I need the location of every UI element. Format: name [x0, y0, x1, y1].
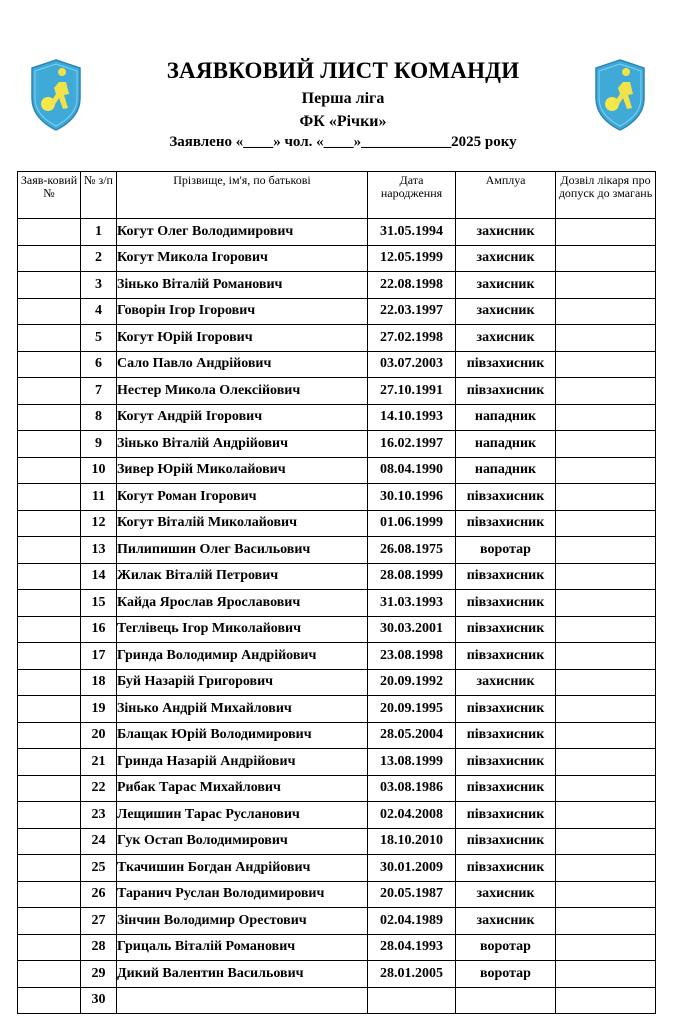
player-name-cell: Зінько Віталій Романович	[117, 272, 368, 299]
table-row	[18, 378, 656, 405]
player-name-cell: Буй Назарій Григорович	[117, 669, 368, 696]
row-number-cell: 13	[81, 537, 117, 564]
birth-date-cell: 14.10.1993	[368, 404, 456, 431]
doctor-permission-cell	[556, 749, 656, 776]
header-declared-number: Заяв-ковий №	[18, 172, 81, 219]
declared-number-cell	[18, 537, 81, 564]
doctor-permission-cell	[556, 378, 656, 405]
table-row	[18, 510, 656, 537]
player-name-cell: Нестер Микола Олексійович	[117, 378, 368, 405]
birth-date-cell: 18.10.2010	[368, 828, 456, 855]
player-name-cell: Зінько Віталій Андрійович	[117, 431, 368, 458]
row-number-cell: 23	[81, 802, 117, 829]
birth-date-cell: 27.02.1998	[368, 325, 456, 352]
player-name-cell: Рибак Тарас Михайлович	[117, 775, 368, 802]
row-number-cell: 29	[81, 961, 117, 988]
declared-number-cell	[18, 298, 81, 325]
doctor-permission-cell	[556, 590, 656, 617]
doctor-permission-cell	[556, 961, 656, 988]
row-number-cell: 15	[81, 590, 117, 617]
birth-date-cell	[368, 987, 456, 1014]
doctor-permission-cell	[556, 987, 656, 1014]
row-number-cell: 19	[81, 696, 117, 723]
player-name-cell: Сало Павло Андрійович	[117, 351, 368, 378]
row-number-cell: 7	[81, 378, 117, 405]
birth-date-cell: 20.05.1987	[368, 881, 456, 908]
player-name-cell: Когут Олег Володимирович	[117, 219, 368, 246]
declared-number-cell	[18, 908, 81, 935]
declared-number-cell	[18, 802, 81, 829]
birth-date-cell: 30.03.2001	[368, 616, 456, 643]
doctor-permission-cell	[556, 775, 656, 802]
table-row	[18, 351, 656, 378]
position-cell: захисник	[456, 272, 556, 299]
table-row	[18, 616, 656, 643]
position-cell: півзахисник	[456, 351, 556, 378]
player-name-cell: Пилипишин Олег Васильович	[117, 537, 368, 564]
table-row	[18, 643, 656, 670]
table-row	[18, 272, 656, 299]
doctor-permission-cell	[556, 431, 656, 458]
row-number-cell: 27	[81, 908, 117, 935]
row-number-cell: 22	[81, 775, 117, 802]
birth-date-cell: 31.03.1993	[368, 590, 456, 617]
position-cell: нападник	[456, 431, 556, 458]
birth-date-cell: 26.08.1975	[368, 537, 456, 564]
position-cell: нападник	[456, 457, 556, 484]
birth-date-cell: 03.08.1986	[368, 775, 456, 802]
player-name-cell: Когут Андрій Ігорович	[117, 404, 368, 431]
row-number-cell: 9	[81, 431, 117, 458]
birth-date-cell: 31.05.1994	[368, 219, 456, 246]
doctor-permission-cell	[556, 245, 656, 272]
player-name-cell: Зінчин Володимир Орестович	[117, 908, 368, 935]
doctor-permission-cell	[556, 510, 656, 537]
row-number-cell: 14	[81, 563, 117, 590]
doctor-permission-cell	[556, 934, 656, 961]
player-name-cell: Блащак Юрій Володимирович	[117, 722, 368, 749]
player-name-cell: Говорін Ігор Ігорович	[117, 298, 368, 325]
player-name-cell: Зінько Андрій Михайлович	[117, 696, 368, 723]
position-cell: півзахисник	[456, 484, 556, 511]
doctor-permission-cell	[556, 669, 656, 696]
declared-number-cell	[18, 457, 81, 484]
row-number-cell: 28	[81, 934, 117, 961]
declared-number-cell	[18, 643, 81, 670]
row-number-cell: 6	[81, 351, 117, 378]
position-cell: півзахисник	[456, 802, 556, 829]
table-row	[18, 404, 656, 431]
doctor-permission-cell	[556, 855, 656, 882]
table-row	[18, 457, 656, 484]
declared-number-cell	[18, 855, 81, 882]
declared-number-cell	[18, 325, 81, 352]
birth-date-cell: 28.08.1999	[368, 563, 456, 590]
doctor-permission-cell	[556, 272, 656, 299]
player-name-cell: Грицаль Віталій Романович	[117, 934, 368, 961]
position-cell: півзахисник	[456, 749, 556, 776]
birth-date-cell: 23.08.1998	[368, 643, 456, 670]
declared-number-cell	[18, 245, 81, 272]
player-name-cell: Гук Остап Володимирович	[117, 828, 368, 855]
row-number-cell: 4	[81, 298, 117, 325]
position-cell: півзахисник	[456, 590, 556, 617]
position-cell: нападник	[456, 404, 556, 431]
position-cell: захисник	[456, 908, 556, 935]
table-header-row	[18, 172, 656, 219]
player-name-cell: Дикий Валентин Васильович	[117, 961, 368, 988]
declared-number-cell	[18, 590, 81, 617]
player-name-cell: Лещишин Тарас Русланович	[117, 802, 368, 829]
row-number-cell: 10	[81, 457, 117, 484]
row-number-cell: 26	[81, 881, 117, 908]
row-number-cell: 8	[81, 404, 117, 431]
position-cell: воротар	[456, 961, 556, 988]
declared-number-cell	[18, 351, 81, 378]
birth-date-cell: 22.08.1998	[368, 272, 456, 299]
row-number-cell: 5	[81, 325, 117, 352]
table-row	[18, 934, 656, 961]
table-row	[18, 563, 656, 590]
player-name-cell: Когут Віталій Миколайович	[117, 510, 368, 537]
declared-number-cell	[18, 749, 81, 776]
birth-date-cell: 30.10.1996	[368, 484, 456, 511]
position-cell: півзахисник	[456, 563, 556, 590]
declared-number-cell	[18, 696, 81, 723]
header-position: Амплуа	[456, 172, 556, 219]
doctor-permission-cell	[556, 802, 656, 829]
table-row	[18, 961, 656, 988]
roster-body	[18, 219, 656, 1014]
position-cell: півзахисник	[456, 378, 556, 405]
birth-date-cell: 16.02.1997	[368, 431, 456, 458]
declared-number-cell	[18, 219, 81, 246]
position-cell: воротар	[456, 934, 556, 961]
table-row	[18, 855, 656, 882]
birth-date-cell: 28.01.2005	[368, 961, 456, 988]
player-name-cell: Теглівець Ігор Миколайович	[117, 616, 368, 643]
birth-date-cell: 28.04.1993	[368, 934, 456, 961]
player-name-cell: Жилак Віталій Петрович	[117, 563, 368, 590]
player-name-cell	[117, 987, 368, 1014]
table-row	[18, 749, 656, 776]
table-row	[18, 484, 656, 511]
position-cell: півзахисник	[456, 616, 556, 643]
row-number-cell: 12	[81, 510, 117, 537]
doctor-permission-cell	[556, 908, 656, 935]
birth-date-cell: 12.05.1999	[368, 245, 456, 272]
birth-date-cell: 08.04.1990	[368, 457, 456, 484]
declared-number-cell	[18, 881, 81, 908]
row-number-cell: 16	[81, 616, 117, 643]
declared-number-cell	[18, 722, 81, 749]
declared-number-cell	[18, 484, 81, 511]
birth-date-cell: 13.08.1999	[368, 749, 456, 776]
declared-number-cell	[18, 431, 81, 458]
row-number-cell: 20	[81, 722, 117, 749]
club-name: ФК «Річки»	[299, 113, 387, 130]
player-name-cell: Когут Роман Ігорович	[117, 484, 368, 511]
position-cell: воротар	[456, 537, 556, 564]
doctor-permission-cell	[556, 351, 656, 378]
table-row	[18, 802, 656, 829]
table-row	[18, 828, 656, 855]
table-row	[18, 669, 656, 696]
header-full-name: Прізвище, ім'я, по батькові	[117, 172, 368, 219]
declared-number-cell	[18, 828, 81, 855]
declared-number-cell	[18, 378, 81, 405]
birth-date-cell: 01.06.1999	[368, 510, 456, 537]
declared-number-cell	[18, 616, 81, 643]
doctor-permission-cell	[556, 537, 656, 564]
birth-date-cell: 22.03.1997	[368, 298, 456, 325]
birth-date-cell: 30.01.2009	[368, 855, 456, 882]
row-number-cell: 11	[81, 484, 117, 511]
birth-date-cell: 20.09.1995	[368, 696, 456, 723]
birth-date-cell: 27.10.1991	[368, 378, 456, 405]
row-number-cell: 17	[81, 643, 117, 670]
league-name: Перша ліга	[301, 90, 385, 107]
birth-date-cell: 03.07.2003	[368, 351, 456, 378]
position-cell: захисник	[456, 669, 556, 696]
row-number-cell: 1	[81, 219, 117, 246]
position-cell	[456, 987, 556, 1014]
position-cell: захисник	[456, 881, 556, 908]
declared-number-cell	[18, 272, 81, 299]
table-row	[18, 431, 656, 458]
roster-table	[17, 171, 656, 1014]
row-number-cell: 30	[81, 987, 117, 1014]
player-name-cell: Когут Микола Ігорович	[117, 245, 368, 272]
row-number-cell: 3	[81, 272, 117, 299]
position-cell: захисник	[456, 325, 556, 352]
table-row	[18, 219, 656, 246]
table-row	[18, 325, 656, 352]
doctor-permission-cell	[556, 643, 656, 670]
position-cell: півзахисник	[456, 775, 556, 802]
position-cell: захисник	[456, 298, 556, 325]
doctor-permission-cell	[556, 722, 656, 749]
table-row	[18, 775, 656, 802]
table-row	[18, 298, 656, 325]
doctor-permission-cell	[556, 298, 656, 325]
player-name-cell: Ткачишин Богдан Андрійович	[117, 855, 368, 882]
position-cell: півзахисник	[456, 696, 556, 723]
row-number-cell: 21	[81, 749, 117, 776]
table-row	[18, 590, 656, 617]
row-number-cell: 24	[81, 828, 117, 855]
declared-number-cell	[18, 510, 81, 537]
declared-number-cell	[18, 961, 81, 988]
table-row	[18, 537, 656, 564]
declared-number-cell	[18, 563, 81, 590]
table-row	[18, 245, 656, 272]
position-cell: захисник	[456, 245, 556, 272]
player-name-cell: Когут Юрій Ігорович	[117, 325, 368, 352]
position-cell: півзахисник	[456, 722, 556, 749]
doctor-permission-cell	[556, 828, 656, 855]
position-cell: півзахисник	[456, 643, 556, 670]
table-row	[18, 722, 656, 749]
row-number-cell: 25	[81, 855, 117, 882]
player-name-cell: Гринда Назарій Андрійович	[117, 749, 368, 776]
header-ordinal-number: № з/п	[81, 172, 117, 219]
table-row	[18, 987, 656, 1014]
position-cell: півзахисник	[456, 828, 556, 855]
doctor-permission-cell	[556, 696, 656, 723]
declared-number-cell	[18, 775, 81, 802]
position-cell: півзахисник	[456, 855, 556, 882]
table-row	[18, 696, 656, 723]
doctor-permission-cell	[556, 484, 656, 511]
declared-number-cell	[18, 934, 81, 961]
player-name-cell: Таранич Руслан Володимирович	[117, 881, 368, 908]
document-title: ЗАЯВКОВИЙ ЛИСТ КОМАНДИ	[166, 58, 520, 83]
doctor-permission-cell	[556, 881, 656, 908]
birth-date-cell: 20.09.1992	[368, 669, 456, 696]
doctor-permission-cell	[556, 563, 656, 590]
declared-number-cell	[18, 404, 81, 431]
player-name-cell: Кайда Ярослав Ярославович	[117, 590, 368, 617]
doctor-permission-cell	[556, 219, 656, 246]
header-doctor-permission: Дозвіл лікаря про допуск до змагань	[556, 172, 656, 219]
birth-date-cell: 02.04.2008	[368, 802, 456, 829]
header-birth-date: Дата народження	[368, 172, 456, 219]
row-number-cell: 2	[81, 245, 117, 272]
declared-line: Заявлено «____» чол. «____»____________2025 року	[169, 134, 517, 150]
position-cell: захисник	[456, 219, 556, 246]
player-name-cell: Зивер Юрій Миколайович	[117, 457, 368, 484]
doctor-permission-cell	[556, 616, 656, 643]
birth-date-cell: 28.05.2004	[368, 722, 456, 749]
player-name-cell: Гринда Володимир Андрійович	[117, 643, 368, 670]
position-cell: півзахисник	[456, 510, 556, 537]
doctor-permission-cell	[556, 457, 656, 484]
declared-number-cell	[18, 987, 81, 1014]
table-row	[18, 908, 656, 935]
declared-number-cell	[18, 669, 81, 696]
birth-date-cell: 02.04.1989	[368, 908, 456, 935]
doctor-permission-cell	[556, 325, 656, 352]
doctor-permission-cell	[556, 404, 656, 431]
table-row	[18, 881, 656, 908]
row-number-cell: 18	[81, 669, 117, 696]
